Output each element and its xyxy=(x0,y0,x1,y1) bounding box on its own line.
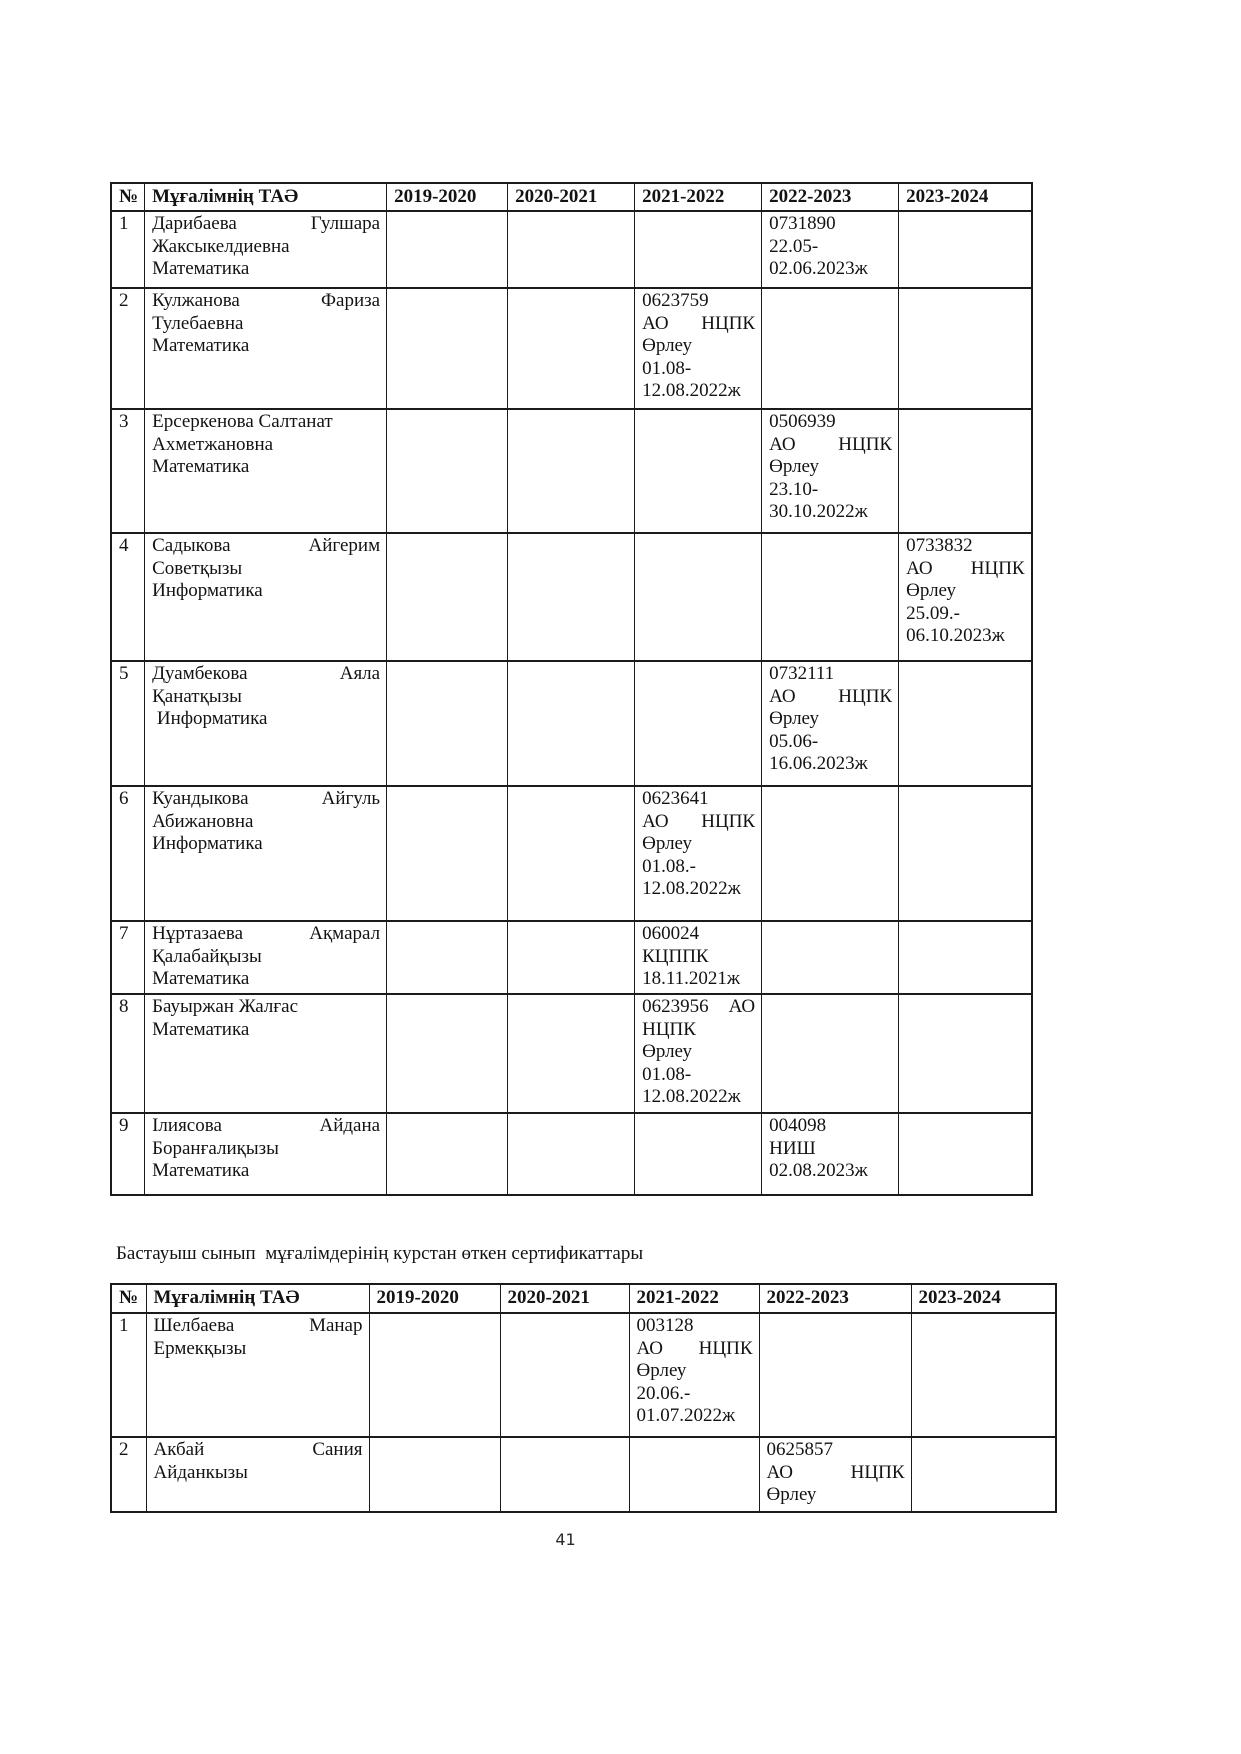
cell-text-line: Дарибаева Гулшара xyxy=(152,213,381,235)
table-row xyxy=(111,211,1032,288)
teacher-name-cell xyxy=(145,211,387,288)
cell-text-line: 16.06.2023ж xyxy=(769,753,868,775)
row-number: 1 xyxy=(111,1313,146,1437)
teacher-name-cell xyxy=(146,1437,369,1512)
cell-text-line: Жаксыкелдиевна xyxy=(152,235,290,257)
cell-text-line: Ермекқызы xyxy=(153,1337,247,1359)
empty-cell xyxy=(500,1437,629,1512)
empty-cell xyxy=(899,288,1032,409)
cell-text-line: АО НЦПК xyxy=(906,557,1025,579)
cell-text-line: НИШ xyxy=(769,1137,816,1159)
cell-text-line: Өрлеу xyxy=(636,1360,687,1382)
empty-cell xyxy=(911,1313,1056,1437)
empty-cell xyxy=(759,1313,911,1437)
certificate-cell xyxy=(635,786,762,921)
cell-text-line: Кулжанова Фариза xyxy=(152,290,381,312)
empty-cell xyxy=(387,661,508,786)
column-header: 2019-2020 xyxy=(387,183,508,211)
cell-text-line: 0623759 xyxy=(642,290,709,312)
empty-cell xyxy=(508,409,635,533)
cell-text-line: Дуамбекова Аяла xyxy=(152,663,381,685)
teacher-name-cell xyxy=(146,1313,369,1437)
cell-text-line: Бауыржан Жалғас xyxy=(152,996,299,1018)
empty-cell xyxy=(387,921,508,994)
cell-text-line: Өрлеу xyxy=(766,1484,817,1506)
column-header: 2022-2023 xyxy=(762,183,899,211)
cell-text-line: 22.05- xyxy=(769,235,819,257)
cell-text-line: АО НЦПК xyxy=(769,433,893,455)
column-header: 2023-2024 xyxy=(899,183,1032,211)
empty-cell xyxy=(508,661,635,786)
column-header: 2021-2022 xyxy=(635,183,762,211)
row-number: 5 xyxy=(111,661,145,786)
cell-text-line: Қалабайқызы xyxy=(152,945,262,967)
cell-text-line: Информатика xyxy=(152,833,263,855)
table-row xyxy=(111,409,1032,533)
teacher-name-cell xyxy=(145,1113,387,1195)
empty-cell xyxy=(899,786,1032,921)
column-header: Мұғалімнің ТАӘ xyxy=(146,1284,369,1313)
cell-text-line: АО НЦПК xyxy=(766,1461,905,1483)
teacher-name-cell xyxy=(145,921,387,994)
empty-cell xyxy=(387,1113,508,1195)
cell-text-line: 18.11.2021ж xyxy=(642,968,741,990)
empty-cell xyxy=(508,533,635,661)
empty-cell xyxy=(635,661,762,786)
table-row xyxy=(111,1437,1056,1512)
cell-text-line: 0625857 xyxy=(766,1439,833,1461)
cell-text-line: 05.06- xyxy=(769,730,819,752)
empty-cell xyxy=(508,1113,635,1195)
cell-text-line: 20.06.- xyxy=(636,1382,691,1404)
empty-cell xyxy=(762,786,899,921)
empty-cell xyxy=(762,288,899,409)
certificates-table-primary-teachers xyxy=(110,1283,1057,1513)
certificates-table-subject-teachers xyxy=(110,182,1033,1196)
certificate-cell xyxy=(635,288,762,409)
cell-text-line: Өрлеу xyxy=(769,456,820,478)
cell-text-line: КЦППК xyxy=(642,945,709,967)
empty-cell xyxy=(387,409,508,533)
column-header: № xyxy=(111,183,145,211)
cell-text-line: 06.10.2023ж xyxy=(906,625,1005,647)
cell-text-line: 003128 xyxy=(636,1315,694,1337)
column-header: 2021-2022 xyxy=(629,1284,759,1313)
cell-text-line: АО НЦПК xyxy=(642,312,756,334)
cell-text-line: 12.08.2022ж xyxy=(642,1086,741,1108)
cell-text-line: Советқызы xyxy=(152,557,243,579)
cell-text-line: 01.07.2022ж xyxy=(636,1405,736,1427)
cell-text-line: Информатика xyxy=(152,580,263,602)
table-row xyxy=(111,661,1032,786)
teacher-name-cell xyxy=(145,288,387,409)
cell-text-line: Садыкова Айгерим xyxy=(152,535,381,557)
cell-text-line: Қанатқызы xyxy=(152,685,242,707)
empty-cell xyxy=(635,211,762,288)
empty-cell xyxy=(629,1437,759,1512)
teacher-name-cell xyxy=(145,533,387,661)
empty-cell xyxy=(387,994,508,1113)
table-row xyxy=(111,994,1032,1113)
certificate-cell xyxy=(629,1313,759,1437)
cell-text-line: 02.08.2023ж xyxy=(769,1160,868,1182)
empty-cell xyxy=(508,994,635,1113)
cell-text-line: Абижановна xyxy=(152,810,254,832)
column-header: 2020-2021 xyxy=(508,183,635,211)
cell-text-line: 0732111 xyxy=(769,663,835,685)
cell-text-line: Ахметжановна xyxy=(152,433,274,455)
cell-text-line: Акбай Сания xyxy=(153,1439,363,1461)
cell-text-line: Өрлеу xyxy=(642,833,693,855)
cell-text-line: Боранғалиқызы xyxy=(152,1137,279,1159)
cell-text-line: Математика xyxy=(152,968,250,990)
column-header: 2023-2024 xyxy=(911,1284,1056,1313)
column-header: 2022-2023 xyxy=(759,1284,911,1313)
empty-cell xyxy=(508,786,635,921)
section-heading: Бастауыш сынып мұғалімдерінің курстан өткен сертификаттары xyxy=(116,1243,644,1265)
cell-text-line: НЦПК xyxy=(642,1018,696,1040)
table-row xyxy=(111,921,1032,994)
cell-text-line: Ерсеркенова Салтанат xyxy=(152,411,333,433)
empty-cell xyxy=(635,1113,762,1195)
cell-text-line: 0731890 xyxy=(769,213,836,235)
certificate-cell xyxy=(762,1113,899,1195)
cell-text-line: Өрлеу xyxy=(769,708,820,730)
certificate-cell xyxy=(762,409,899,533)
empty-cell xyxy=(762,921,899,994)
empty-cell xyxy=(762,994,899,1113)
empty-cell xyxy=(911,1437,1056,1512)
cell-text-line: 0733832 xyxy=(906,535,973,557)
teacher-name-cell xyxy=(145,409,387,533)
teacher-name-cell xyxy=(145,786,387,921)
cell-text-line: Өрлеу xyxy=(642,335,693,357)
cell-text-line: 01.08.- xyxy=(642,855,696,877)
cell-text-line: Математика xyxy=(152,1018,250,1040)
row-number: 9 xyxy=(111,1113,145,1195)
empty-cell xyxy=(387,786,508,921)
page-number: 41 xyxy=(555,1530,576,1549)
cell-text-line: Өрлеу xyxy=(642,1041,693,1063)
teacher-name-cell xyxy=(145,661,387,786)
row-number: 2 xyxy=(111,288,145,409)
cell-text-line: 060024 xyxy=(642,923,700,945)
row-number: 6 xyxy=(111,786,145,921)
cell-text-line: Куандыкова Айгуль xyxy=(152,788,381,810)
column-header: 2019-2020 xyxy=(369,1284,500,1313)
row-number: 1 xyxy=(111,211,145,288)
table-row xyxy=(111,1113,1032,1195)
cell-text-line: 23.10- xyxy=(769,478,819,500)
cell-text-line: Шелбаева Манар xyxy=(153,1315,363,1337)
row-number: 8 xyxy=(111,994,145,1113)
cell-text-line: Өрлеу xyxy=(906,580,957,602)
empty-cell xyxy=(387,533,508,661)
cell-text-line: Айданкызы xyxy=(153,1461,248,1483)
cell-text-line: 004098 xyxy=(769,1115,827,1137)
empty-cell xyxy=(899,661,1032,786)
cell-text-line: 0623641 xyxy=(642,788,709,810)
cell-text-line: АО НЦПК xyxy=(642,810,756,832)
cell-text-line: 01.08- xyxy=(642,1063,692,1085)
certificate-cell xyxy=(635,921,762,994)
row-number: 3 xyxy=(111,409,145,533)
row-number: 4 xyxy=(111,533,145,661)
empty-cell xyxy=(508,288,635,409)
header-row xyxy=(111,183,1032,211)
table-row xyxy=(111,288,1032,409)
certificate-cell xyxy=(759,1437,911,1512)
cell-text-line: 02.06.2023ж xyxy=(769,258,868,280)
cell-text-line: Ілиясова Айдана xyxy=(152,1115,381,1137)
empty-cell xyxy=(635,533,762,661)
cell-text-line: 01.08- xyxy=(642,357,692,379)
certificate-cell xyxy=(899,533,1032,661)
cell-text-line: 12.08.2022ж xyxy=(642,878,741,900)
empty-cell xyxy=(387,288,508,409)
table-row xyxy=(111,786,1032,921)
table-row xyxy=(111,1313,1056,1437)
cell-text-line: АО НЦПК xyxy=(769,685,893,707)
cell-text-line: Математика xyxy=(152,258,250,280)
empty-cell xyxy=(508,211,635,288)
empty-cell xyxy=(899,994,1032,1113)
empty-cell xyxy=(635,409,762,533)
cell-text-line: Математика xyxy=(152,1160,250,1182)
empty-cell xyxy=(762,533,899,661)
empty-cell xyxy=(899,1113,1032,1195)
certificate-cell xyxy=(762,661,899,786)
empty-cell xyxy=(500,1313,629,1437)
cell-text-line: Математика xyxy=(152,335,250,357)
empty-cell xyxy=(387,211,508,288)
empty-cell xyxy=(369,1437,500,1512)
certificate-cell xyxy=(635,994,762,1113)
empty-cell xyxy=(508,921,635,994)
header-row xyxy=(111,1284,1056,1313)
empty-cell xyxy=(899,921,1032,994)
cell-text-line: АО НЦПК xyxy=(636,1337,753,1359)
row-number: 2 xyxy=(111,1437,146,1512)
certificate-cell xyxy=(762,211,899,288)
column-header: Мұғалімнің ТАӘ xyxy=(145,183,387,211)
empty-cell xyxy=(899,409,1032,533)
table-row xyxy=(111,533,1032,661)
cell-text-line: 0623956 АО xyxy=(642,996,756,1018)
cell-text-line: Нұртазаева Ақмарал xyxy=(152,923,381,945)
cell-text-line: 0506939 xyxy=(769,411,836,433)
empty-cell xyxy=(899,211,1032,288)
cell-text-line: Тулебаевна xyxy=(152,312,244,334)
teacher-name-cell xyxy=(145,994,387,1113)
cell-text-line: 30.10.2022ж xyxy=(769,501,868,523)
row-number: 7 xyxy=(111,921,145,994)
cell-text-line: Математика xyxy=(152,456,250,478)
cell-text-line: Информатика xyxy=(152,708,268,730)
cell-text-line: 25.09.- xyxy=(906,602,960,624)
column-header: № xyxy=(111,1284,146,1313)
cell-text-line: 12.08.2022ж xyxy=(642,380,741,402)
empty-cell xyxy=(369,1313,500,1437)
column-header: 2020-2021 xyxy=(500,1284,629,1313)
